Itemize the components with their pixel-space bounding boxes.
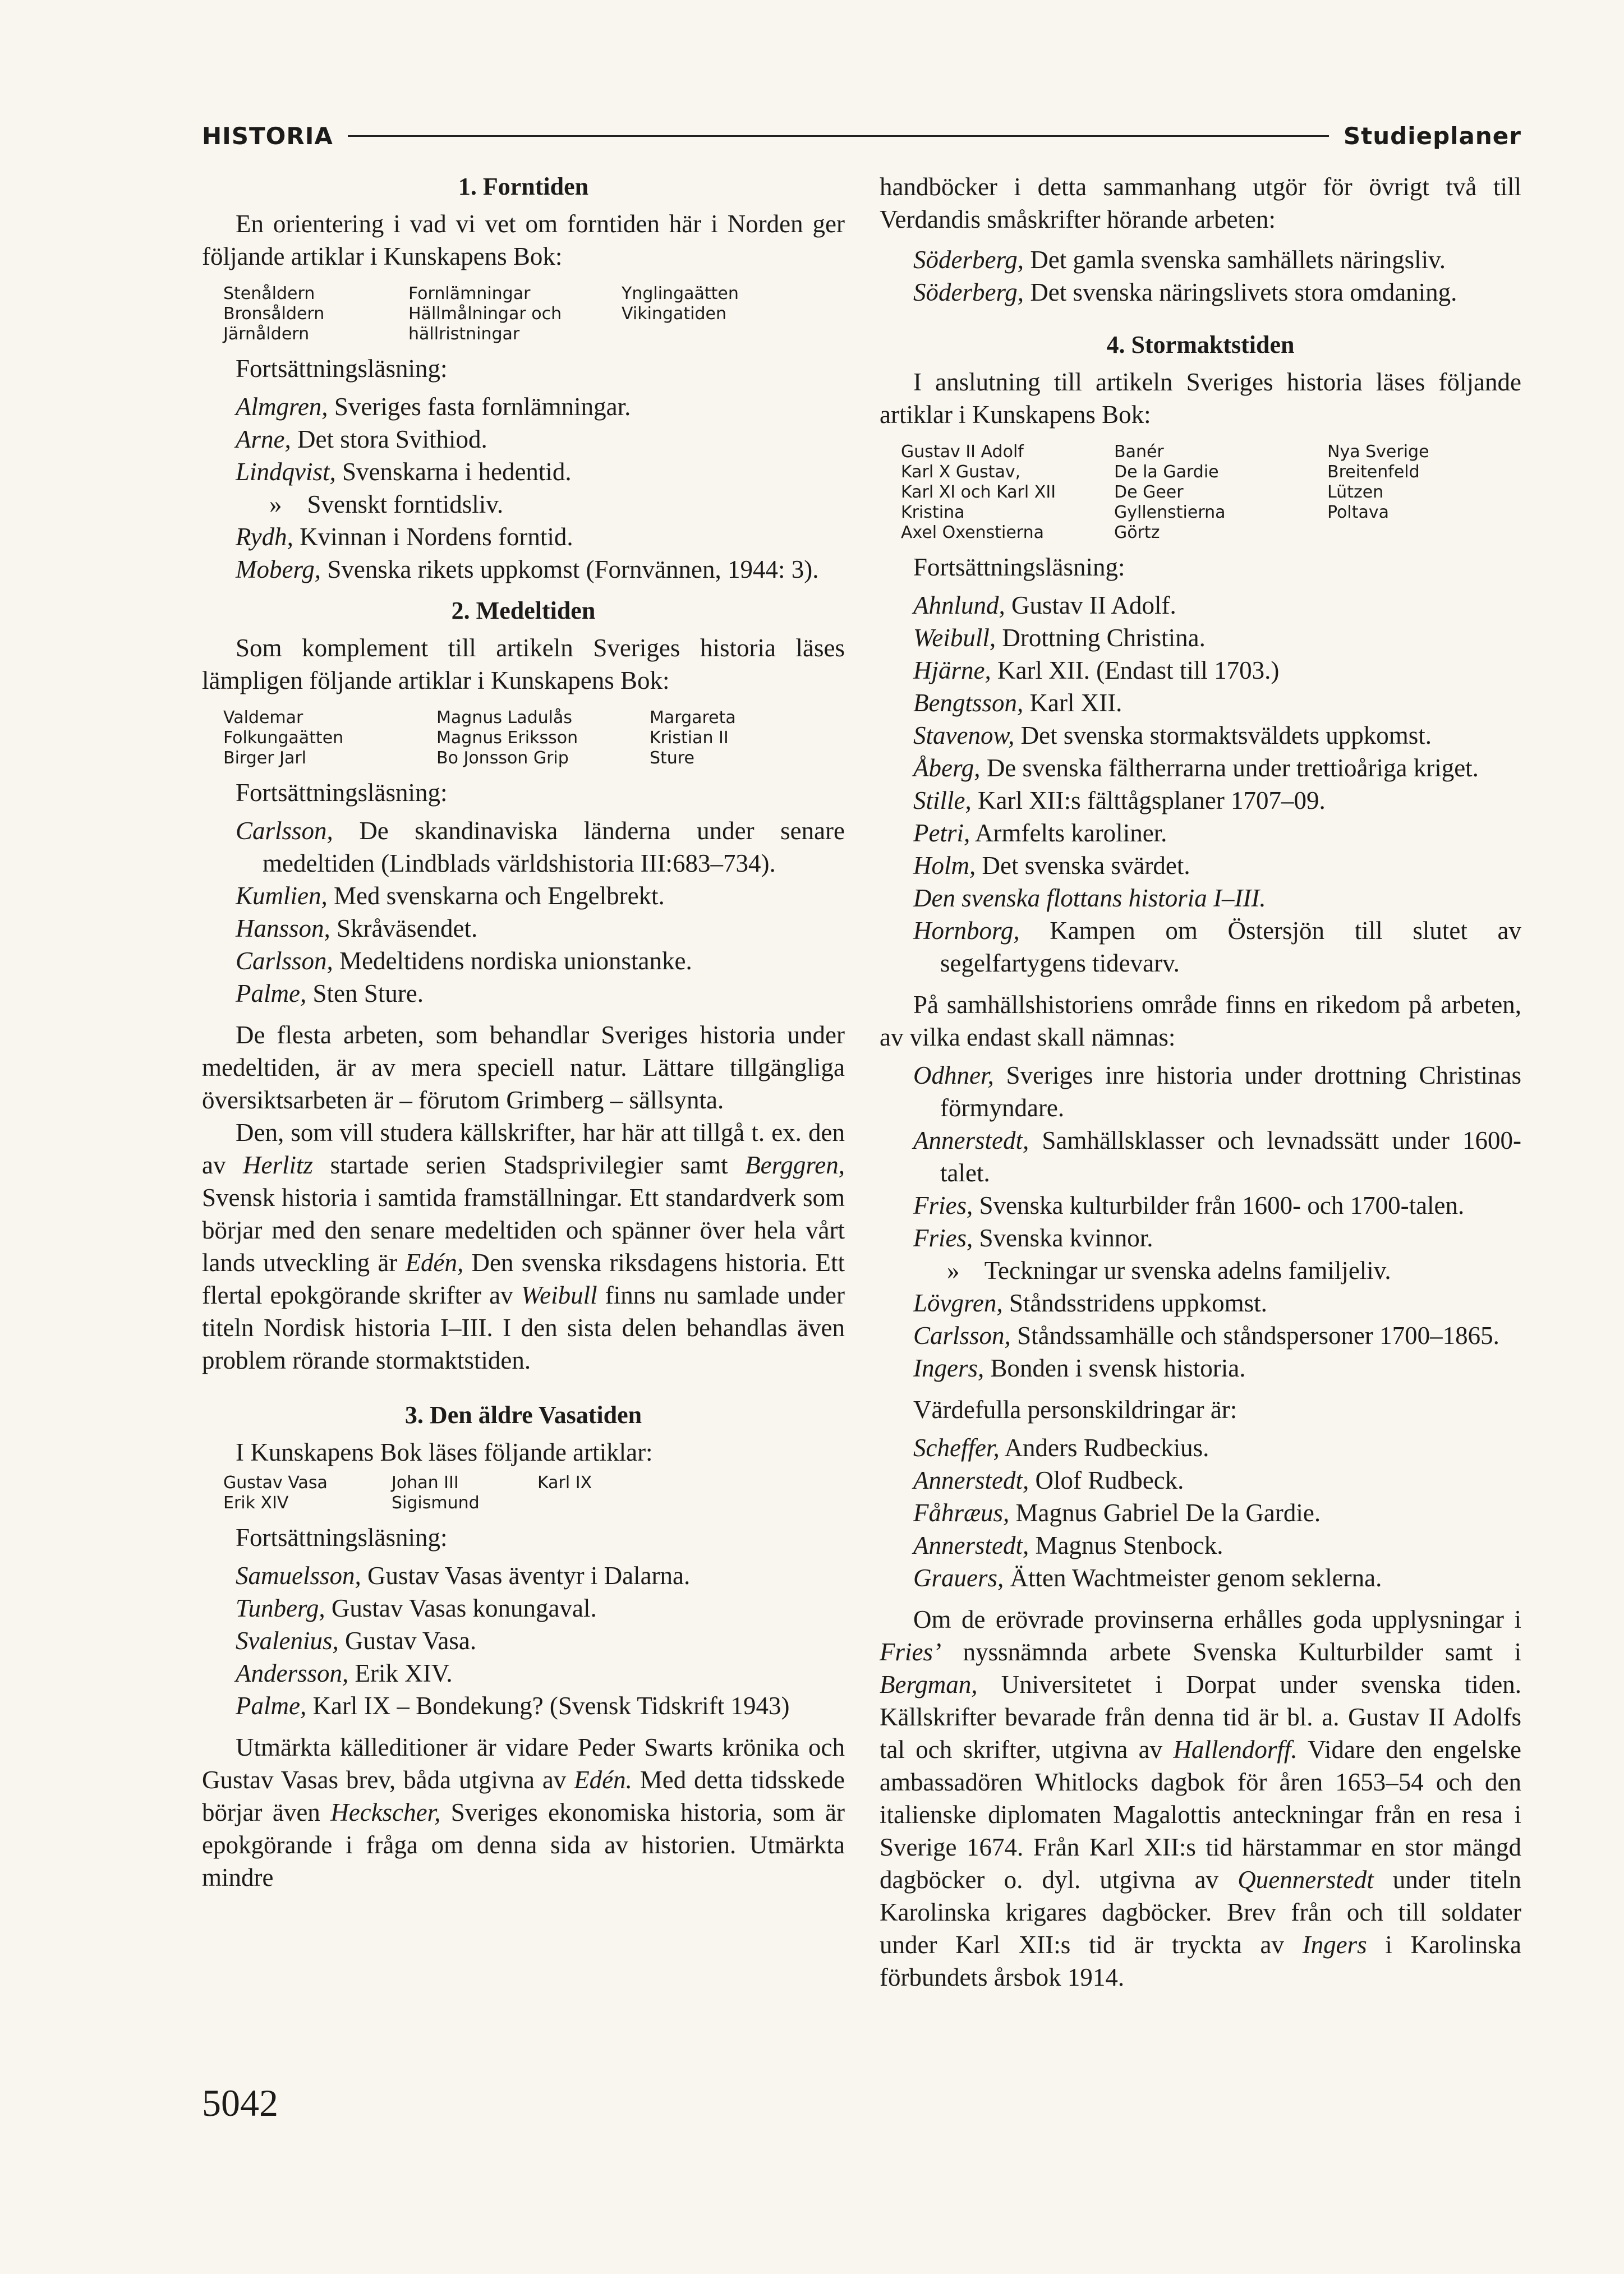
- article-entry: Nya Sverige: [1327, 442, 1429, 462]
- article-entry: Kristina: [901, 503, 965, 522]
- bib-entry: Annerstedt, Samhällsklasser och levnadssätt under 1600-talet.: [913, 1126, 1521, 1187]
- bib-entry: Ingers, Bonden i svensk historia.: [913, 1354, 1246, 1382]
- article-entry: De la Gardie: [1114, 462, 1219, 482]
- bib-entry: Fries, Svenska kvinnor.: [913, 1224, 1153, 1252]
- bib-entry: Odhner, Sveriges inre historia under drottning Christinas förmyndare.: [913, 1061, 1521, 1122]
- bibliography-list: [913, 243, 1521, 309]
- bib-entry: Söderberg, Det gamla svenska samhällets näringsliv.: [913, 246, 1446, 274]
- bib-entry: Samuelsson, Gustav Vasas äventyr i Dalarna.: [236, 1562, 691, 1590]
- article-entry: Karl XI och Karl XII: [901, 482, 1056, 502]
- paragraph: Om de erövrade provinserna erhålles goda upplysningar i Fries’ nyssnämnda arbete Svenska Kulturbilder samt i Bergman, Universitetet i Dorpat under svenska tiden. Källskrifter bevarade från denna tid är bl. a. Gustav II Adolfs tal och skrifter, utgivna av Hallendorff. Vidare den engelske ambassadören Whitlocks dagbok för åren 1653–54 och den italienske diplomaten Magalottis anteckningar från en resa i Sverige 1674. Från Karl XII:s tid härstammar en stor mängd dagböcker o. dyl. utgivna av Quennerstedt under titeln Karolinska krigares dagböcker. Brev från och till soldater under Karl XII:s tid är tryckta av Ingers i Karolinska förbundets årsbok 1914.: [880, 1605, 1522, 1991]
- section-title-stormaktstiden: 4. Stormaktstiden: [1106, 331, 1295, 358]
- bib-entry: Svalenius, Gustav Vasa.: [236, 1627, 477, 1655]
- bib-entry: Lindqvist, Svenskarna i hedentid.: [236, 458, 572, 486]
- bib-entry: Arne, Det stora Svithiod.: [236, 425, 487, 453]
- bibliography-list: [913, 1059, 1521, 1384]
- bib-entry: Hjärne, Karl XII. (Endast till 1703.): [913, 656, 1280, 684]
- article-entry: Gustav II Adolf: [901, 442, 1024, 462]
- article-entry: Erik XIV: [223, 1493, 289, 1513]
- continued-reading-label: Fortsättningsläsning:: [236, 779, 448, 807]
- bib-entry: Almgren, Sveriges fasta fornlämningar.: [236, 393, 631, 421]
- bib-entry: Åberg, De svenska fältherrarna under trettioåriga kriget.: [913, 754, 1479, 782]
- continued-reading-label: Fortsättningsläsning:: [236, 355, 448, 383]
- paragraph: På samhällshistoriens område finns en rikedom på arbeten, av vilka endast skall nämnas:: [880, 991, 1521, 1051]
- article-entry: Karl IX: [537, 1473, 592, 1493]
- bib-entry: » Svenskt forntidsliv.: [269, 490, 504, 518]
- paragraph: I anslutning till artikeln Sveriges historia läses följande artiklar i Kunskapens Bok:: [880, 368, 1521, 429]
- article-entry: De Geer: [1114, 482, 1184, 502]
- article-entry: [537, 1493, 845, 1513]
- bib-entry: Fries, Svenska kulturbilder från 1600- och 1700-talen.: [913, 1191, 1465, 1219]
- bib-entry: Fåhræus, Magnus Gabriel De la Gardie.: [913, 1499, 1321, 1527]
- article-entry: Bo Jonsson Grip: [436, 748, 569, 768]
- bib-entry: Kumlien, Med svenskarna och Engelbrekt.: [236, 882, 665, 910]
- article-entry: Axel Oxenstierna: [901, 523, 1044, 542]
- article-entry: Folkungaätten: [223, 728, 344, 748]
- bib-entry: Annerstedt, Magnus Stenbock.: [913, 1531, 1223, 1559]
- bib-entry: Moberg, Svenska rikets uppkomst (Fornvännen, 1944: 3).: [236, 555, 819, 583]
- article-list: [223, 284, 845, 344]
- article-entry: Gyllenstierna: [1114, 503, 1226, 522]
- article-entry: Banér: [1114, 442, 1164, 462]
- section-title-vasatiden: 3. Den äldre Vasatiden: [404, 1401, 642, 1429]
- bib-entry: Scheffer, Anders Rudbeckius.: [913, 1434, 1209, 1462]
- article-entry: Margareta: [650, 708, 736, 728]
- bib-entry: Ahnlund, Gustav II Adolf.: [913, 591, 1176, 619]
- header-subject: Studieplaner: [1343, 122, 1521, 150]
- bib-entry: Weibull, Drottning Christina.: [913, 624, 1206, 652]
- paragraph: I Kunskapens Bok läses följande artiklar:: [236, 1438, 653, 1466]
- continued-reading-label: Fortsättningsläsning:: [913, 553, 1125, 581]
- right-column: [880, 171, 1521, 1994]
- article-list: [223, 708, 845, 768]
- bib-entry: Andersson, Erik XIV.: [236, 1659, 453, 1687]
- bib-entry: Holm, Det svenska svärdet.: [913, 851, 1190, 880]
- article-entry: Johan III: [392, 1473, 459, 1493]
- article-entry: Hällmålningar och hällristningar: [408, 304, 562, 344]
- bib-entry: Söderberg, Det svenska näringslivets stora omdaning.: [913, 278, 1457, 306]
- section-title-forntiden: 1. Forntiden: [458, 173, 589, 200]
- article-entry: Lützen: [1327, 482, 1384, 502]
- bib-entry: Palme, Karl IX – Bondekung? (Svensk Tidskrift 1943): [236, 1692, 790, 1720]
- bibliography-list: [913, 589, 1521, 979]
- article-entry: Sigismund: [392, 1493, 480, 1513]
- left-column: [202, 171, 845, 1894]
- bibliography-list: [913, 1431, 1521, 1594]
- paragraph: En orientering i vad vi vet om forntiden här i Norden ger följande artiklar i Kunskapens Bok:: [202, 210, 845, 270]
- article-entry: Poltava: [1327, 503, 1389, 522]
- article-entry: Birger Jarl: [223, 748, 306, 768]
- paragraph: Den, som vill studera källskrifter, har här att tillgå t. ex. den av Herlitz startade serien Stadsprivilegier samt Berggren, Svensk historia i samtida framställningar. Ett standardverk som börjar med den senare medeltiden och spänner över hela vårt lands utveckling är Edén, Den svenska riksdagens historia. Ett flertal epokgörande skrifter av Weibull finns nu samlade under titeln Nordisk historia I–III. I den sista delen behandlas även problem rörande stormaktstiden.: [202, 1118, 845, 1374]
- bib-entry: Carlsson, Medeltidens nordiska unionstanke.: [236, 947, 692, 975]
- article-entry: Sture: [650, 748, 694, 768]
- paragraph: Som komplement till artikeln Sveriges historia läses lämpligen följande artiklar i Kunskapens Bok:: [202, 634, 845, 694]
- page-number: 5042: [202, 2082, 278, 2124]
- bib-entry: Hornborg, Kampen om Östersjön till slutet av segelfartygens tidevarv.: [913, 917, 1521, 977]
- bib-entry: Stavenow, Det svenska stormaktsväldets uppkomst.: [913, 721, 1432, 749]
- article-entry: Kristian II: [650, 728, 729, 748]
- bibliography-list: [236, 1559, 845, 1722]
- article-entry: Magnus Eriksson: [436, 728, 578, 748]
- article-entry: [1327, 523, 1521, 543]
- bib-entry: » Teckningar ur svenska adelns familjeliv.: [947, 1256, 1391, 1285]
- bib-entry: Stille, Karl XII:s fälttågsplaner 1707–09.: [913, 786, 1326, 814]
- paragraph: De flesta arbeten, som behandlar Sveriges historia under medeltiden, är av mera speciell natur. Lättare tillgängliga översiktsarbeten är – förutom Grimberg – sällsynta.: [202, 1021, 845, 1114]
- article-entry: Ynglingaätten: [622, 284, 739, 303]
- article-list: [901, 442, 1521, 543]
- header-section-title: HISTORIA: [202, 122, 333, 150]
- bib-entry: Petri, Armfelts karoliner.: [913, 819, 1167, 847]
- bibliography-list: [236, 390, 845, 586]
- paragraph: Utmärkta källeditioner är vidare Peder Swarts krönika och Gustav Vasas brev, båda utgivna av Edén. Med detta tidsskede börjar även Heckscher, Sveriges ekonomiska historia, som är epokgörande i fråga om denna sida av historien. Utmärkta mindre: [202, 1733, 845, 1891]
- article-entry: Görtz: [1114, 523, 1160, 542]
- header-rule: [348, 135, 1329, 137]
- bib-entry: Grauers, Ätten Wachtmeister genom seklerna.: [913, 1564, 1382, 1592]
- article-entry: Fornlämningar: [408, 284, 531, 303]
- article-list: [223, 1473, 845, 1513]
- article-entry: Breitenfeld: [1327, 462, 1420, 482]
- bib-entry: Carlsson, Ståndssamhälle och ståndspersoner 1700–1865.: [913, 1322, 1499, 1350]
- article-entry: Karl X Gustav,: [901, 462, 1021, 482]
- bib-entry: Annerstedt, Olof Rudbeck.: [913, 1466, 1184, 1494]
- bib-entry: Rydh, Kvinnan i Nordens forntid.: [236, 523, 573, 551]
- article-entry: Järnåldern: [223, 324, 310, 344]
- paragraph: Värdefulla personskildringar är:: [913, 1396, 1237, 1424]
- article-entry: Stenåldern: [223, 284, 315, 303]
- bib-entry: Bengtsson, Karl XII.: [913, 689, 1122, 717]
- bib-entry: Lövgren, Ståndsstridens uppkomst.: [913, 1289, 1267, 1317]
- section-title-medeltiden: 2. Medeltiden: [451, 597, 596, 624]
- continued-reading-label: Fortsättningsläsning:: [236, 1523, 448, 1552]
- running-header: [202, 120, 1521, 151]
- article-entry: Bronsåldern: [223, 304, 325, 324]
- article-entry: Vikingatiden: [622, 304, 726, 324]
- bib-entry: Hansson, Skråväsendet.: [236, 914, 478, 942]
- paragraph: handböcker i detta sammanhang utgör för övrigt två till Verdandis småskrifter hörande arbeten:: [880, 173, 1521, 233]
- article-entry: Magnus Ladulås: [436, 708, 573, 728]
- bib-entry: Den svenska flottans historia I–III.: [913, 884, 1266, 912]
- bib-entry: Palme, Sten Sture.: [236, 979, 424, 1007]
- bib-entry: Carlsson, De skandinaviska länderna under senare medeltiden (Lindblads världshistoria III:683–734).: [236, 817, 845, 877]
- article-entry: Valdemar: [223, 708, 303, 728]
- article-entry: Gustav Vasa: [223, 1473, 328, 1493]
- bibliography-list: [236, 814, 845, 1010]
- bib-entry: Tunberg, Gustav Vasas konungaval.: [236, 1594, 597, 1622]
